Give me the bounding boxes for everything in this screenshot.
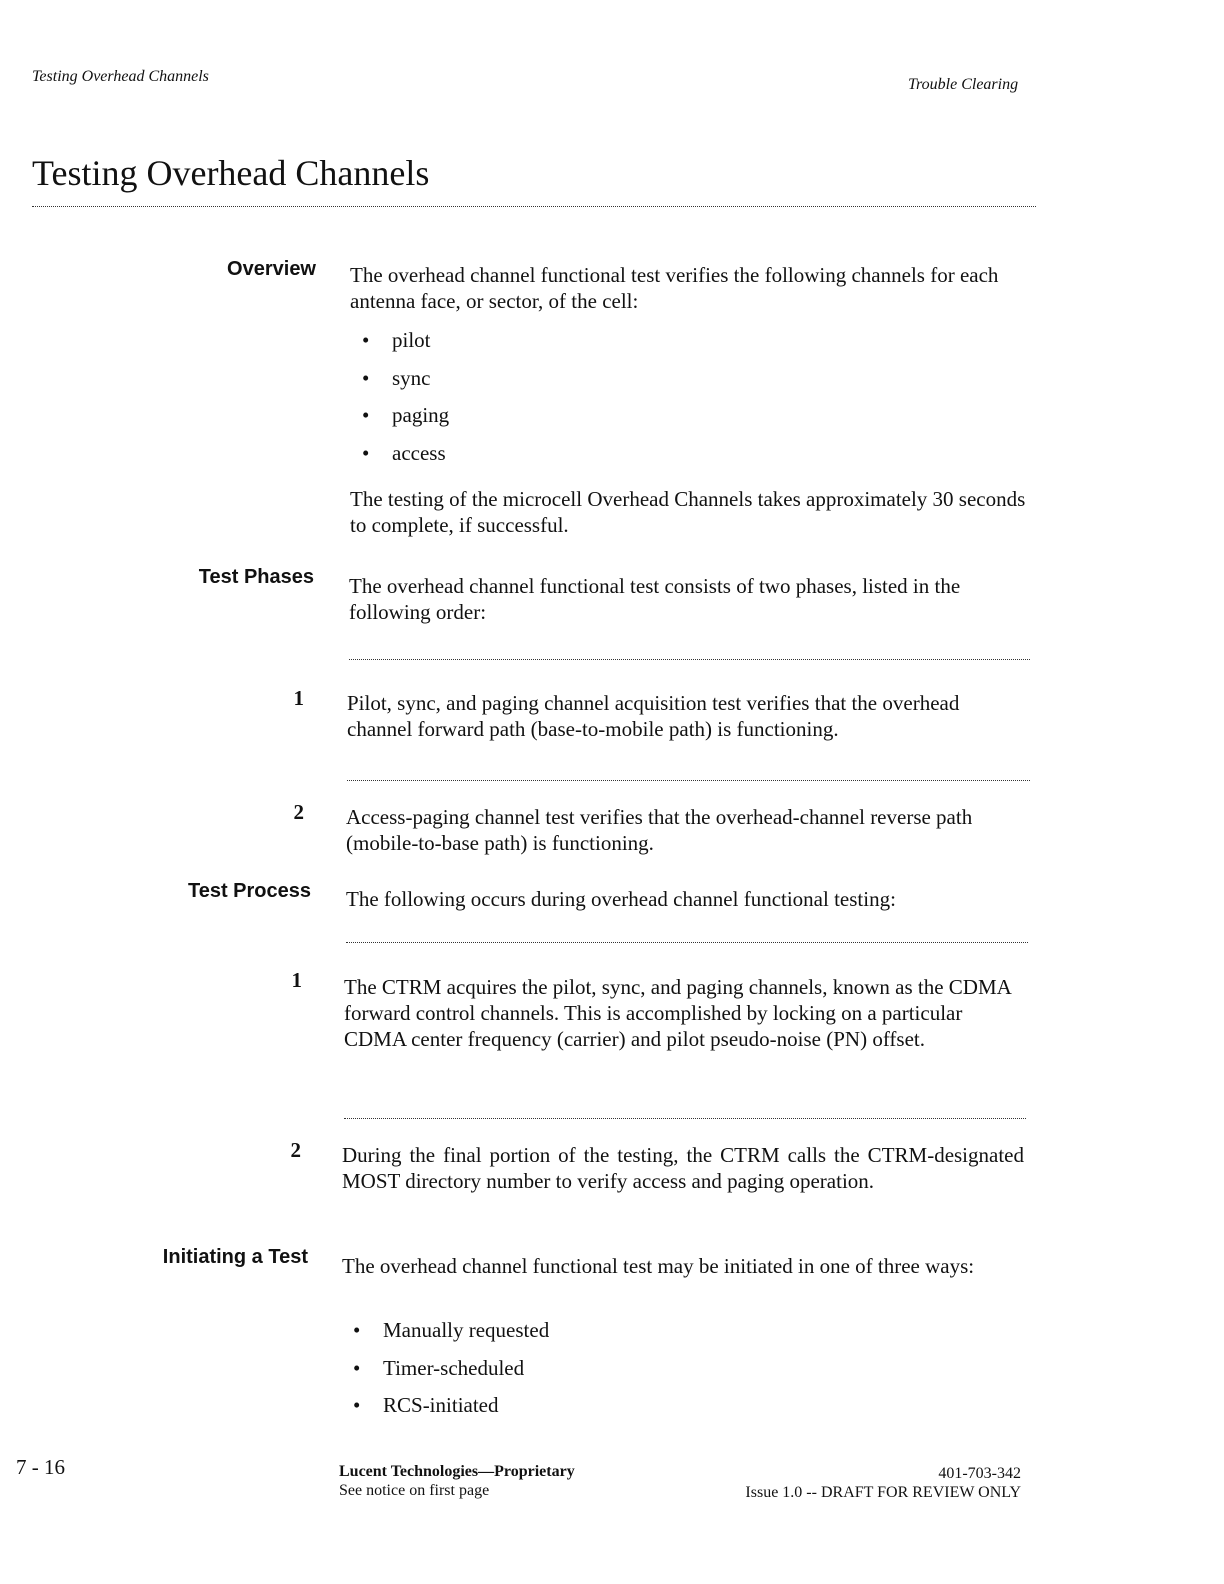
process-step-text: The CTRM acquires the pilot, sync, and paging channels, known as the CDMA forward control channels. This is accomplished by locking on a particular CDMA center frequency (carrier) and pilot pseudo-noise (PN) offset. [344,975,1011,1051]
overview-intro: The overhead channel functional test verifies the following channels for each antenna face, or sector, of the cell: [350,263,999,313]
process-step-text: During the final portion of the testing, the CTRM calls the CTRM-designated MOST directory number to verify access and paging operation. [342,1143,1024,1193]
test-phases-label: Test Phases [198,566,314,588]
step-number: 2 [290,1138,301,1162]
test-process-label: Test Process [187,880,311,902]
page-number: 7 - 16 [16,1455,65,1479]
running-header-left: Testing Overhead Channels [32,68,209,85]
footer-issue: Issue 1.0 -- DRAFT FOR REVIEW ONLY [745,1484,1021,1501]
footer-doc-number: 401-703-342 [938,1465,1021,1482]
step-divider [347,780,1030,781]
overview-note: The testing of the microcell Overhead Channels takes approximately 30 seconds to complete, if successful. [350,487,1026,537]
phase-step-text: Access-paging channel test verifies that the overhead-channel reverse path (mobile-to-base path) is functioning. [346,805,973,855]
footer-proprietary [339,1462,575,1500]
initiation-ways-list [353,1317,753,1430]
footer-doc-info [740,1464,1021,1502]
step-number: 1 [293,686,304,710]
test-process-intro: The following occurs during overhead channel functional testing: [346,887,896,911]
list-item: • Manually requested [353,1317,753,1355]
step-divider [349,659,1030,660]
step-divider [346,942,1028,943]
list-item: • pilot [362,327,762,365]
title-divider [32,206,1036,207]
running-header-right: Trouble Clearing [908,76,1019,93]
step-number: 2 [293,800,304,824]
list-item: • Timer-scheduled [353,1355,753,1393]
test-phases-intro: The overhead channel functional test consists of two phases, listed in the following order: [349,574,961,624]
list-item: • access [362,440,762,478]
list-item: • paging [362,402,762,440]
phase-step-text: Pilot, sync, and paging channel acquisition test verifies that the overhead channel forward path (base-to-mobile path) is functioning. [347,691,960,741]
overview-label: Overview [227,258,316,280]
channel-list [362,327,762,477]
step-number: 1 [291,968,302,992]
initiating-intro: The overhead channel functional test may be initiated in one of three ways: [342,1254,975,1278]
footer-notice: See notice on first page [339,1482,490,1499]
step-divider [344,1118,1026,1119]
footer-company: Lucent Technologies—Proprietary [339,1463,575,1480]
page-title: Testing Overhead Channels [32,153,430,193]
initiating-label: Initiating a Test [162,1246,308,1268]
list-item: • sync [362,365,762,403]
list-item: • RCS-initiated [353,1392,753,1430]
